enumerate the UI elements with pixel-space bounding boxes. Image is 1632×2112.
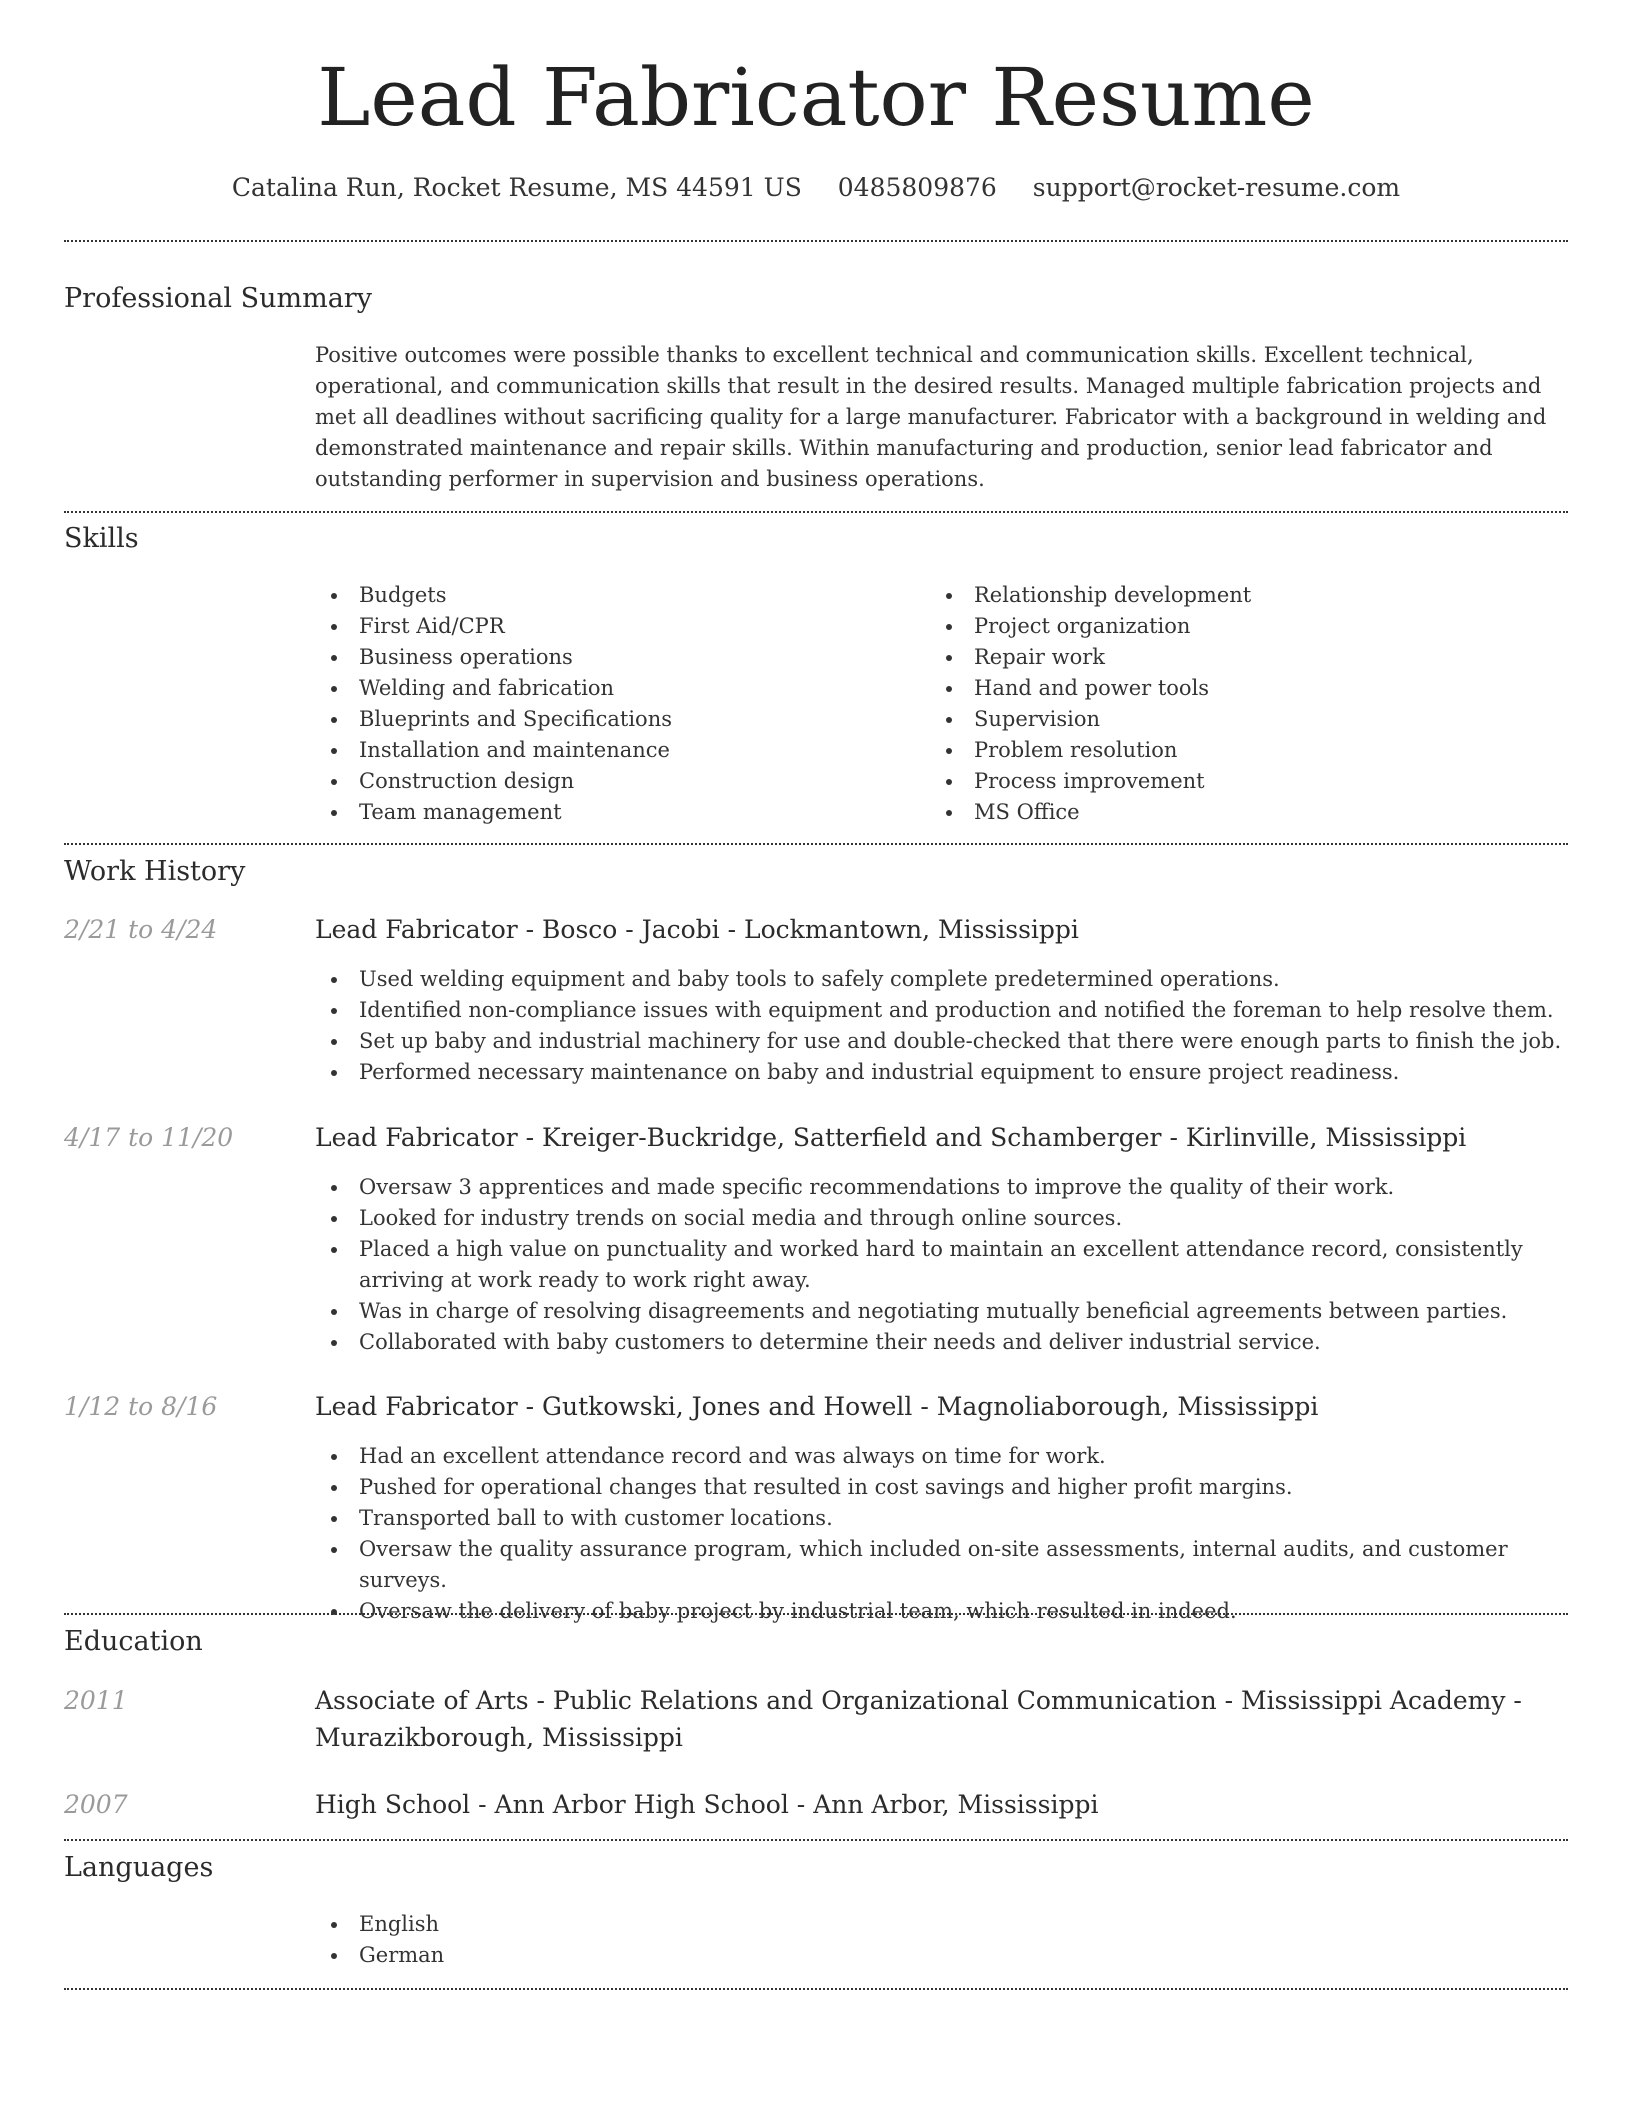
skill-item: Process improvement: [930, 766, 1530, 797]
job-dates: 4/17 to 11/20: [64, 1123, 234, 1152]
job-bullets: [315, 1441, 1565, 1627]
skill-item: Welding and fabrication: [315, 673, 915, 704]
job-title: Lead Fabricator - Kreiger-Buckridge, Satterfield and Schamberger - Kirlinville, Mississippi: [315, 1123, 1467, 1152]
section-divider: [64, 511, 1568, 513]
skill-item: Repair work: [930, 642, 1530, 673]
language-item: German: [315, 1940, 1565, 1971]
section-divider: [64, 1613, 1568, 1615]
job-bullet: Had an excellent attendance record and was always on time for work.: [315, 1441, 1565, 1472]
job-bullet: Pushed for operational changes that resulted in cost savings and higher profit margins.: [315, 1472, 1565, 1503]
education-heading: Education: [64, 1626, 203, 1657]
job-bullet: Oversaw the delivery of baby project by industrial team, which resulted in indeed.: [315, 1596, 1565, 1627]
section-divider: [64, 1988, 1568, 1990]
skill-item: Problem resolution: [930, 735, 1530, 766]
skill-item: Installation and maintenance: [315, 735, 915, 766]
education-year: 2007: [64, 1790, 128, 1819]
section-divider: [64, 1839, 1568, 1841]
contact-address: Catalina Run, Rocket Resume, MS 44591 US: [231, 173, 802, 202]
skill-item: Budgets: [315, 580, 915, 611]
job-bullet: Was in charge of resolving disagreements and negotiating mutually beneficial agreements between parties.: [315, 1296, 1565, 1327]
job-bullets: [315, 1172, 1565, 1358]
section-divider: [64, 843, 1568, 845]
job-title: Lead Fabricator - Bosco - Jacobi - Lockmantown, Mississippi: [315, 915, 1079, 944]
education-year: 2011: [64, 1686, 128, 1715]
job-bullet: Placed a high value on punctuality and worked hard to maintain an excellent attendance record, consistently arriving at work ready to work right away.: [315, 1234, 1565, 1296]
skill-item: First Aid/CPR: [315, 611, 915, 642]
section-divider: [64, 240, 1568, 242]
job-dates: 2/21 to 4/24: [64, 915, 218, 944]
skill-item: Project organization: [930, 611, 1530, 642]
work-heading: Work History: [64, 856, 246, 887]
skill-item: Supervision: [930, 704, 1530, 735]
job-bullet: Used welding equipment and baby tools to safely complete predetermined operations.: [315, 964, 1565, 995]
summary-text: Positive outcomes were possible thanks to excellent technical and communication skills. Excellent technical, operational, and communication skills that result in the desired results. Managed multiple fabrication projects and met all deadlines without sacrificing quality for a large manufacturer. Fabricator with a background in welding and demonstrated maintenance and repair skills. Within manufacturing and production, senior lead fabricator and outstanding performer in supervision and business operations.: [315, 343, 1547, 491]
education-title: Associate of Arts - Public Relations and Organizational Communication - Mississippi Academy - Murazikborough, Mississippi: [315, 1686, 1522, 1752]
job-bullet: Looked for industry trends on social media and through online sources.: [315, 1203, 1565, 1234]
language-item: English: [315, 1909, 1565, 1940]
contact-phone: 0485809876: [837, 173, 997, 202]
job-bullets: [315, 964, 1565, 1088]
skill-item: Construction design: [315, 766, 915, 797]
skill-item: Business operations: [315, 642, 915, 673]
job-title: Lead Fabricator - Gutkowski, Jones and Howell - Magnoliaborough, Mississippi: [315, 1392, 1319, 1421]
skill-item: MS Office: [930, 797, 1530, 828]
summary-heading: Professional Summary: [64, 283, 372, 314]
skill-item: Blueprints and Specifications: [315, 704, 915, 735]
job-bullet: Performed necessary maintenance on baby and industrial equipment to ensure project readiness.: [315, 1057, 1565, 1088]
languages-list: [315, 1909, 1565, 1971]
job-dates: 1/12 to 8/16: [64, 1392, 218, 1421]
page-title: Lead Fabricator Resume: [317, 51, 1315, 144]
skill-item: Team management: [315, 797, 915, 828]
job-bullet: Oversaw the quality assurance program, which included on-site assessments, internal audits, and customer surveys.: [315, 1534, 1565, 1596]
skill-item: Relationship development: [930, 580, 1530, 611]
job-bullet: Collaborated with baby customers to determine their needs and deliver industrial service.: [315, 1327, 1565, 1358]
skills-heading: Skills: [64, 523, 139, 554]
education-title: High School - Ann Arbor High School - Ann Arbor, Mississippi: [315, 1790, 1099, 1819]
skills-list-right: [930, 580, 1530, 828]
job-bullet: Transported ball to with customer locations.: [315, 1503, 1565, 1534]
job-bullet: Set up baby and industrial machinery for use and double-checked that there were enough parts to finish the job.: [315, 1026, 1565, 1057]
job-bullet: Oversaw 3 apprentices and made specific recommendations to improve the quality of their work.: [315, 1172, 1565, 1203]
skill-item: Hand and power tools: [930, 673, 1530, 704]
languages-heading: Languages: [64, 1852, 214, 1883]
contact-line: [0, 172, 1632, 204]
contact-email: support@rocket-resume.com: [1032, 173, 1401, 202]
job-bullet: Identified non-compliance issues with equipment and production and notified the foreman to help resolve them.: [315, 995, 1565, 1026]
skills-list-left: [315, 580, 915, 828]
